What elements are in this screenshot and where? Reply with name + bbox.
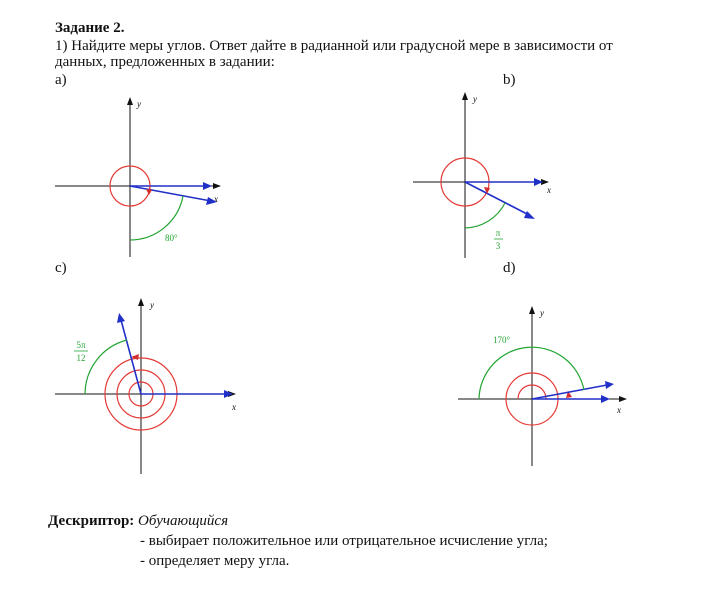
descriptor-label: Дескриптор: [48, 513, 135, 529]
rotation-arrowhead-a [146, 189, 152, 195]
angle-label-a: 80° [165, 233, 178, 243]
terminal-ray-arrowhead-c [117, 313, 125, 323]
figure-c [55, 298, 236, 474]
angle-den-b: 3 [495, 241, 501, 251]
x-axis-arrowhead-a [213, 183, 221, 189]
task-instruction-line2: данных, предложенных в задании: [55, 54, 275, 70]
descriptor-line [48, 513, 228, 530]
task-title: Задание 2. [55, 20, 125, 36]
x-label-c: x [232, 402, 236, 412]
y-axis-arrowhead-c [138, 298, 144, 306]
descriptor-item-2: - определяет меру угла. [140, 553, 290, 569]
initial-ray-arrowhead-d [601, 395, 610, 403]
part-label-d: d) [503, 260, 516, 276]
figure-a [55, 97, 221, 257]
terminal-ray-arrowhead-d [605, 381, 614, 389]
descriptor-item-1: - выбирает положительное или отрицательное исчисление угла; [140, 533, 548, 549]
x-axis-arrowhead-d [619, 396, 627, 402]
terminal-ray-arrowhead-b [524, 211, 535, 219]
angle-num-c: 5π [76, 340, 86, 350]
angle-num-b: π [495, 228, 501, 238]
y-label-a: y [137, 99, 141, 109]
terminal-ray-a [130, 186, 211, 201]
initial-ray-arrowhead-a [203, 182, 212, 190]
y-label-b: y [473, 94, 477, 104]
angle-arc-b [465, 203, 505, 228]
part-label-c: c) [55, 260, 67, 276]
y-axis-arrowhead-a [127, 97, 133, 105]
x-label-d: x [617, 405, 621, 415]
figure-d [458, 306, 627, 466]
figure-b [413, 92, 551, 258]
y-axis-arrowhead-d [529, 306, 535, 314]
angle-label-d: 170° [493, 335, 511, 345]
y-label-c: y [150, 300, 154, 310]
x-label-a: x [214, 194, 218, 204]
x-label-b: x [547, 185, 551, 195]
part-label-b: b) [503, 72, 516, 88]
descriptor-subject: Обучающийся [138, 513, 229, 529]
task-instruction-line1: 1) Найдите меры углов. Ответ дайте в радианной или градусной мере в зависимости от [55, 38, 613, 54]
terminal-ray-b [465, 182, 529, 215]
part-label-a: a) [55, 72, 67, 88]
y-label-d: y [540, 308, 544, 318]
initial-ray-arrowhead-b [534, 178, 543, 186]
angle-den-c: 12 [76, 353, 86, 363]
y-axis-arrowhead-b [462, 92, 468, 100]
